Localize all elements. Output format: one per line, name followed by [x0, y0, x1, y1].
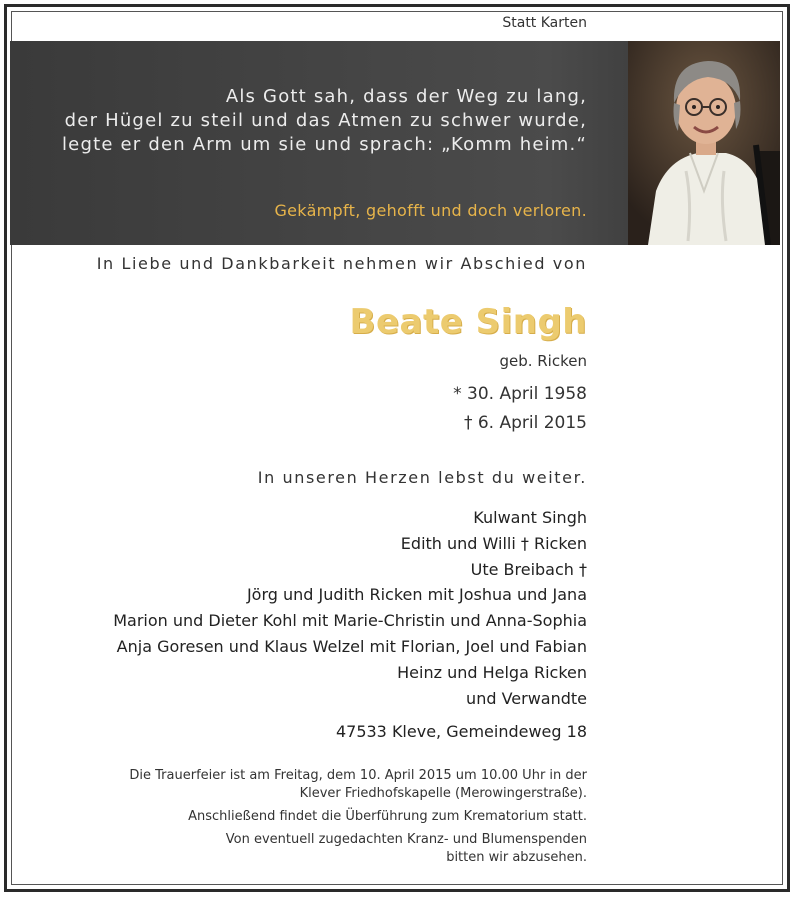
family-member: Marion und Dieter Kohl mit Marie-Christin und Anna-Sophia	[113, 611, 587, 631]
family-member: Jörg und Judith Ricken mit Joshua und Jana	[246, 585, 587, 605]
poem-line-2: der Hügel zu steil und das Atmen zu schwer wurde,	[64, 110, 587, 131]
family-member: Anja Goresen und Klaus Welzel mit Florian, Joel und Fabian	[116, 636, 587, 656]
family-member: Ute Breibach †	[470, 559, 587, 579]
portrait-photo	[628, 41, 780, 245]
heart-line: In unseren Herzen lebst du weiter.	[257, 468, 587, 487]
notice-block	[129, 767, 587, 867]
ceremony-line-1: Die Trauerfeier ist am Freitag, dem 10. April 2015 um 10.00 Uhr in der	[129, 768, 587, 783]
address: 47533 Kleve, Gemeindeweg 18	[335, 722, 587, 741]
family-member: Kulwant Singh	[473, 508, 587, 527]
header-banner	[10, 41, 780, 245]
family-member: und Verwandte	[466, 688, 587, 708]
family-list	[113, 505, 587, 711]
intro-line: In Liebe und Dankbarkeit nehmen wir Abschied von	[96, 254, 587, 273]
poem-line-3: legte er den Arm um sie und sprach: „Komm heim.“	[61, 134, 587, 155]
poem-line-1: Als Gott sah, dass der Weg zu lang,	[225, 86, 587, 107]
flowers-line-2: bitten wir abzusehen.	[446, 850, 587, 865]
motto: Gekämpft, gehofft und doch verloren.	[274, 201, 587, 220]
deceased-name: Beate Singh	[349, 302, 587, 342]
poem	[62, 85, 587, 157]
flowers-notice	[129, 831, 587, 867]
portrait-illustration	[628, 41, 780, 245]
death-date: † 6. April 2015	[463, 413, 587, 433]
transfer-notice: Anschließend findet die Überführung zum Krematorium statt.	[188, 809, 587, 824]
ceremony-notice	[129, 767, 587, 803]
birth-name: geb. Ricken	[499, 352, 587, 370]
flowers-line-1: Von eventuell zugedachten Kranz- und Blumenspenden	[225, 832, 587, 847]
statt-karten-label: Statt Karten	[502, 15, 587, 31]
family-member: Edith und Willi † Ricken	[400, 533, 587, 553]
family-member: Heinz und Helga Ricken	[397, 662, 587, 682]
ceremony-line-2: Klever Friedhofskapelle (Merowingerstraße).	[299, 786, 587, 801]
birth-date: * 30. April 1958	[453, 384, 587, 404]
